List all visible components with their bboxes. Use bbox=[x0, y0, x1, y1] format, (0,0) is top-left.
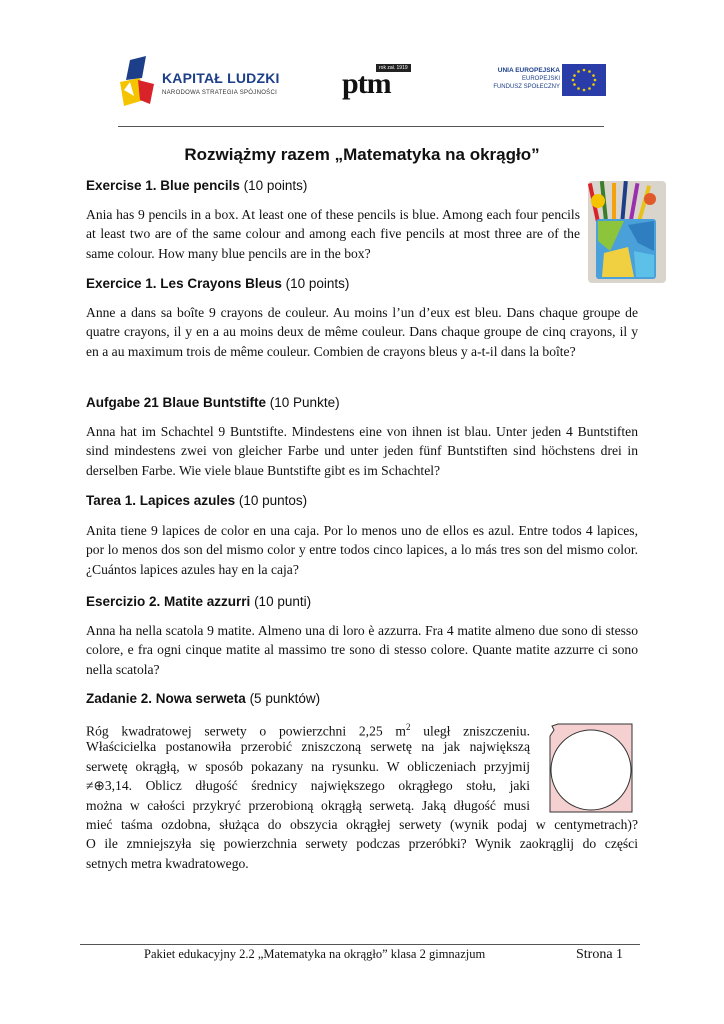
kapital-ludzki-logo bbox=[118, 56, 283, 111]
exercise-1-es-heading-bold: Tarea 1. Lapices azules bbox=[86, 493, 236, 508]
exercise-2-it-heading-points: (10 punti) bbox=[250, 594, 312, 609]
napkin-diagram bbox=[548, 722, 634, 814]
exercise-2-pl-line-3: serwetę okrągłą, w sposób pokazany na rysunku. W obliczeniach przyjmij bbox=[86, 758, 530, 774]
footer-divider bbox=[80, 944, 640, 945]
kapital-ludzki-emblem-icon bbox=[120, 56, 154, 108]
exercise-2-pl-superscript: 2 bbox=[406, 722, 411, 732]
kapital-ludzki-title: KAPITAŁ LUDZKI bbox=[162, 70, 280, 86]
exercise-2-it-heading bbox=[86, 594, 311, 609]
eu-line-1: UNIA EUROPEJSKA bbox=[497, 67, 560, 74]
page-title: Rozwiążmy razem „Matematyka na okrągło” bbox=[184, 145, 540, 164]
exercise-1-fr-heading-points: (10 points) bbox=[281, 276, 350, 291]
exercise-1-fr-heading-bold: Exercice 1. Les Crayons Bleus bbox=[86, 276, 282, 291]
exercise-2-pl-heading-bold: Zadanie 2. Nowa serweta bbox=[86, 691, 246, 706]
exercise-2-pl-line-6: mieć taśma ozdobna, służąca do obszycia okrągłej serwety (wynik podaj w centymetrach)? bbox=[86, 817, 638, 832]
exercise-1-es-heading bbox=[86, 493, 307, 508]
exercise-2-pl-line-1-end: uległ zniszczeniu. bbox=[410, 723, 530, 739]
exercise-2-it-text: Anna ha nella scatola 9 matite. Almeno una di loro è azzurra. Fra 4 matite almeno due sono di stesso colore, e fra ogni cinque matite al massimo tre sono di stesso colore. Quante matite azzurre ci sono nella scatola? bbox=[86, 623, 638, 677]
eu-flag-icon bbox=[562, 64, 606, 96]
exercise-1-es-text: Anita tiene 9 lapices de color en una caja. Por lo menos uno de ellos es azul. Entre todos 4 lapices, por lo menos dos son del mismo color y entre todos cinco lapices, a lo más tres son del mismo color. ¿Cuántos lapices azules hay en la caja? bbox=[86, 523, 638, 577]
exercise-1-text: Ania has 9 pencils in a box. At least one of these pencils is blue. Among each four pencils at least two are of the same colour and among each five pencils at most three are of the same colour. How many blue pencils are in the box? bbox=[86, 207, 580, 261]
ptm-logo bbox=[342, 64, 412, 100]
exercise-1-heading-bold: Exercise 1. Blue pencils bbox=[86, 178, 240, 193]
exercise-2-it-heading-bold: Esercizio 2. Matite azzurri bbox=[86, 594, 251, 609]
exercise-2-pl-line-2: Właścicielka postanowiła przerobić zniszczoną serwetę na jak największą bbox=[86, 739, 530, 755]
exercise-1-heading bbox=[86, 178, 307, 193]
eu-line-2: EUROPEJSKI bbox=[521, 76, 560, 82]
exercise-2-pl-heading bbox=[86, 691, 320, 706]
exercise-21-de-heading-points: (10 Punkte) bbox=[266, 395, 340, 410]
exercise-1-fr-heading bbox=[86, 276, 349, 291]
page-number: Strona 1 bbox=[576, 947, 624, 962]
eu-text bbox=[493, 67, 560, 91]
exercise-2-pl-line-4: ≠⊕3,14. Oblicz długość średnicy największego okrągłego stołu, jaki bbox=[86, 778, 530, 794]
ptm-wordmark: ptm bbox=[342, 67, 391, 100]
exercise-21-de-text: Anna hat im Schachtel 9 Buntstifte. Mindestens eine von ihnen ist blau. Unter jeden 4 Buntstiften sind mindestens zwei von gleicher Farbe und unter jeden fünf Buntstiften sind höchstens drei in derselben Farbe. Wie viele blaue Buntstifte gibt es im Schachtel? bbox=[86, 424, 638, 478]
eu-logo bbox=[480, 64, 608, 104]
exercise-1-fr-text: Anne a dans sa boîte 9 crayons de couleur. Au moins l’un d’eux est bleu. Dans chaque groupe de quatre crayons, il y en a au moins deux de même couleur. Dans chaque groupe de cinq crayons, il y en a au maximum trois de même couleur. Combien de crayons bleus y a-t-il dans la boîte? bbox=[86, 305, 638, 359]
pencil-cup-photo bbox=[588, 181, 666, 283]
eu-line-3: FUNDUSZ SPOŁECZNY bbox=[493, 84, 560, 90]
header-divider bbox=[118, 126, 604, 127]
kapital-ludzki-subtitle: NARODOWA STRATEGIA SPÓJNOŚCI bbox=[162, 90, 278, 96]
exercise-2-pl-line-1-start: Róg kwadratowej serwety o powierzchni 2,25 m bbox=[86, 723, 406, 739]
exercise-1-es-heading-points: (10 puntos) bbox=[235, 493, 308, 508]
ptm-badge: rok zał. 1919 bbox=[376, 64, 411, 72]
exercise-2-pl-heading-points: (5 punktów) bbox=[245, 691, 321, 706]
exercise-2-pl-line-5: można w całości przykryć przerobioną okrągłą serwetą. Jaką długość musi bbox=[86, 797, 530, 813]
exercise-2-pl-line-8: setnych metra kwadratowego. bbox=[86, 855, 249, 871]
exercise-21-de-heading-bold: Aufgabe 21 Blaue Buntstifte bbox=[86, 395, 267, 410]
exercise-2-pl-line-7: O ile zmniejszyła się powierzchnia serwety podczas przeróbki? Wynik zaokrąglij do części bbox=[86, 836, 638, 852]
exercise-21-de-heading bbox=[86, 395, 340, 410]
footer-text: Pakiet edukacyjny 2.2 „Matematyka na okrągło” klasa 2 gimnazjum bbox=[144, 947, 486, 961]
page-header bbox=[118, 52, 608, 114]
exercise-1-heading-points: (10 points) bbox=[239, 178, 308, 193]
